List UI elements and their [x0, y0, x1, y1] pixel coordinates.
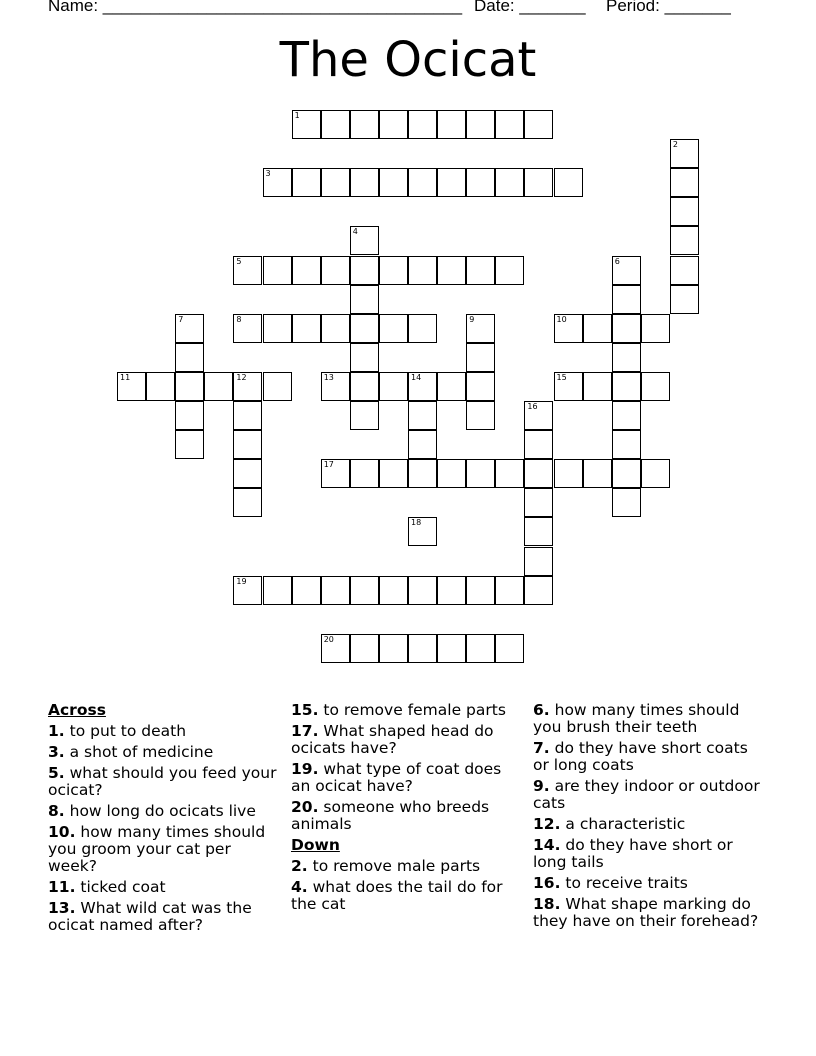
grid-cell[interactable] — [408, 314, 437, 343]
clue-text: how many times should you brush their teeth — [533, 701, 740, 736]
grid-cell[interactable] — [350, 576, 379, 605]
grid-cell[interactable] — [670, 139, 699, 168]
grid-cell[interactable] — [379, 459, 408, 488]
clue-number: 7. — [533, 739, 550, 757]
grid-cell[interactable] — [583, 372, 612, 401]
clue-number-label: 9 — [469, 314, 475, 324]
grid-cell[interactable] — [146, 372, 175, 401]
grid-cell[interactable] — [350, 226, 379, 255]
clue-number: 11. — [48, 878, 76, 896]
clue-item — [533, 875, 765, 892]
grid-cell[interactable] — [292, 110, 321, 139]
grid-cell[interactable] — [554, 372, 583, 401]
clue-number-label: 10 — [556, 314, 567, 324]
clue-item — [48, 765, 280, 799]
clue-number-label: 1 — [294, 111, 300, 120]
grid-cell[interactable] — [408, 168, 437, 197]
clue-number-label: 5 — [236, 256, 242, 266]
clue-number: 18. — [533, 895, 561, 913]
grid-cell[interactable] — [263, 576, 292, 605]
clue-text: to put to death — [64, 722, 187, 740]
clue-number: 20. — [291, 798, 319, 816]
grid-cell[interactable] — [466, 372, 495, 401]
clue-number-label: 6 — [614, 256, 620, 266]
grid-cell[interactable] — [175, 401, 204, 430]
grid-cell[interactable] — [524, 168, 553, 197]
grid-cell[interactable] — [321, 110, 350, 139]
clue-text: What shape marking do they have on their forehead? — [533, 895, 759, 930]
clue-number-label: 14 — [411, 372, 422, 382]
grid-cell[interactable] — [583, 459, 612, 488]
grid-cell[interactable] — [437, 634, 466, 663]
grid-cell[interactable] — [408, 430, 437, 459]
grid-cell[interactable] — [321, 459, 350, 488]
clue-text: someone who breeds animals — [291, 798, 490, 833]
clue-item — [48, 744, 280, 761]
grid-cell[interactable] — [583, 314, 612, 343]
grid-cell[interactable] — [321, 256, 350, 285]
grid-cell[interactable] — [466, 634, 495, 663]
grid-cell[interactable] — [670, 168, 699, 197]
name-field-label[interactable]: Name: ______________________________________ — [48, 0, 463, 15]
clue-item — [291, 723, 523, 757]
clue-item — [533, 816, 765, 833]
clue-number: 12. — [533, 815, 561, 833]
grid-cell[interactable] — [612, 314, 641, 343]
grid-cell[interactable] — [350, 634, 379, 663]
clue-item — [533, 837, 765, 871]
clue-number-label: 18 — [411, 518, 422, 528]
grid-cell[interactable] — [641, 314, 670, 343]
clue-number: 2. — [291, 857, 308, 875]
clue-number-label: 19 — [236, 576, 247, 586]
grid-cell[interactable] — [379, 314, 408, 343]
grid-cell[interactable] — [554, 459, 583, 488]
grid-cell[interactable] — [321, 634, 350, 663]
clue-item — [48, 803, 280, 820]
grid-cell[interactable] — [408, 401, 437, 430]
clue-item — [291, 879, 523, 913]
grid-cell[interactable] — [408, 256, 437, 285]
grid-cell[interactable] — [350, 256, 379, 285]
clue-item — [533, 778, 765, 812]
grid-cell[interactable] — [466, 459, 495, 488]
grid-cell[interactable] — [612, 372, 641, 401]
clue-number: 10. — [48, 823, 76, 841]
clue-item — [291, 702, 523, 719]
grid-cell[interactable] — [321, 314, 350, 343]
grid-cell[interactable] — [466, 110, 495, 139]
grid-cell[interactable] — [350, 372, 379, 401]
grid-cell[interactable] — [495, 168, 524, 197]
grid-cell[interactable] — [379, 168, 408, 197]
grid-cell[interactable] — [233, 430, 262, 459]
clue-number: 4. — [291, 878, 308, 896]
grid-cell[interactable] — [495, 110, 524, 139]
period-field-label[interactable]: Period: _______ — [606, 0, 731, 15]
clue-number: 14. — [533, 836, 561, 854]
clue-text: do they have short or long tails — [533, 836, 733, 871]
clue-item — [533, 740, 765, 774]
clue-text: a shot of medicine — [64, 743, 214, 761]
clue-number-label: 17 — [323, 460, 334, 470]
grid-cell[interactable] — [350, 401, 379, 430]
clue-number: 1. — [48, 722, 65, 740]
clue-text: what should you feed your ocicat? — [48, 764, 277, 799]
grid-cell[interactable] — [466, 168, 495, 197]
clue-number-label: 11 — [120, 372, 131, 382]
grid-cell[interactable] — [495, 576, 524, 605]
grid-cell[interactable] — [670, 256, 699, 285]
clue-text: are they indoor or outdoor cats — [533, 777, 760, 812]
clue-number-label: 4 — [352, 227, 358, 237]
grid-cell[interactable] — [321, 372, 350, 401]
grid-cell[interactable] — [379, 372, 408, 401]
grid-cell[interactable] — [612, 430, 641, 459]
grid-cell[interactable] — [524, 547, 553, 576]
grid-cell[interactable] — [670, 285, 699, 314]
grid-cell[interactable] — [466, 314, 495, 343]
grid-cell[interactable] — [408, 517, 437, 546]
clue-item — [48, 824, 280, 875]
grid-cell[interactable] — [292, 168, 321, 197]
grid-cell[interactable] — [233, 488, 262, 517]
clue-number: 9. — [533, 777, 550, 795]
grid-cell[interactable] — [350, 314, 379, 343]
puzzle-title: The Ocicat — [279, 32, 537, 88]
grid-cell[interactable] — [612, 256, 641, 285]
grid-cell[interactable] — [233, 256, 262, 285]
clue-number: 6. — [533, 701, 550, 719]
clue-number-label: 8 — [236, 314, 242, 324]
clue-number-label: 3 — [265, 169, 271, 179]
clue-text: to remove female parts — [318, 701, 506, 719]
grid-cell[interactable] — [263, 372, 292, 401]
grid-cell[interactable] — [408, 372, 437, 401]
grid-cell[interactable] — [263, 314, 292, 343]
grid-cell[interactable] — [233, 459, 262, 488]
clue-item — [533, 702, 765, 736]
grid-cell[interactable] — [612, 459, 641, 488]
grid-cell[interactable] — [350, 459, 379, 488]
clue-item — [48, 879, 280, 896]
grid-cell[interactable] — [670, 226, 699, 255]
grid-cell[interactable] — [437, 256, 466, 285]
grid-cell[interactable] — [263, 168, 292, 197]
grid-cell[interactable] — [175, 343, 204, 372]
grid-cell[interactable] — [233, 372, 262, 401]
grid-cell[interactable] — [233, 314, 262, 343]
date-field-label[interactable]: Date: _______ — [474, 0, 586, 15]
clue-column-1 — [48, 702, 280, 938]
grid-cell[interactable] — [524, 488, 553, 517]
clue-text: ticked coat — [75, 878, 166, 896]
clue-section-heading: Across — [48, 701, 106, 719]
clue-number: 16. — [533, 874, 561, 892]
clue-item — [291, 761, 523, 795]
clue-column-2 — [291, 702, 523, 917]
grid-cell[interactable] — [408, 110, 437, 139]
grid-cell[interactable] — [612, 488, 641, 517]
grid-cell[interactable] — [379, 576, 408, 605]
grid-cell[interactable] — [350, 285, 379, 314]
grid-cell[interactable] — [350, 343, 379, 372]
grid-cell[interactable] — [350, 110, 379, 139]
clue-column-3 — [533, 702, 765, 934]
grid-cell[interactable] — [321, 576, 350, 605]
grid-cell[interactable] — [524, 576, 553, 605]
clue-section-heading: Down — [291, 836, 340, 854]
grid-cell[interactable] — [612, 401, 641, 430]
grid-cell[interactable] — [466, 343, 495, 372]
grid-cell[interactable] — [495, 459, 524, 488]
grid-cell[interactable] — [524, 401, 553, 430]
grid-cell[interactable] — [292, 576, 321, 605]
grid-cell[interactable] — [641, 459, 670, 488]
grid-cell[interactable] — [379, 256, 408, 285]
clue-item — [291, 858, 523, 875]
clue-text: a characteristic — [560, 815, 686, 833]
grid-cell[interactable] — [554, 168, 583, 197]
grid-cell[interactable] — [117, 372, 146, 401]
grid-cell[interactable] — [466, 256, 495, 285]
grid-cell[interactable] — [437, 372, 466, 401]
clue-item — [533, 896, 765, 930]
grid-cell[interactable] — [437, 576, 466, 605]
grid-cell[interactable] — [379, 634, 408, 663]
clue-text: to remove male parts — [307, 857, 481, 875]
clue-number: 13. — [48, 899, 76, 917]
clue-item — [48, 723, 280, 740]
clue-number-label: 15 — [556, 372, 567, 382]
grid-cell[interactable] — [495, 256, 524, 285]
grid-cell[interactable] — [524, 459, 553, 488]
grid-cell[interactable] — [466, 401, 495, 430]
clue-number: 19. — [291, 760, 319, 778]
clue-number: 5. — [48, 764, 65, 782]
clue-number-label: 20 — [323, 634, 334, 644]
grid-cell[interactable] — [495, 634, 524, 663]
grid-cell[interactable] — [437, 459, 466, 488]
grid-cell[interactable] — [379, 110, 408, 139]
grid-cell[interactable] — [408, 634, 437, 663]
grid-cell[interactable] — [524, 430, 553, 459]
grid-cell[interactable] — [321, 168, 350, 197]
clue-item — [48, 900, 280, 934]
grid-cell[interactable] — [670, 197, 699, 226]
grid-cell[interactable] — [524, 517, 553, 546]
clue-text: What wild cat was the ocicat named after? — [48, 899, 252, 934]
grid-cell[interactable] — [292, 314, 321, 343]
grid-cell[interactable] — [204, 372, 233, 401]
grid-cell[interactable] — [263, 256, 292, 285]
clue-number-label: 16 — [527, 402, 538, 411]
grid-cell[interactable] — [466, 576, 495, 605]
clue-number: 3. — [48, 743, 65, 761]
clue-text: what type of coat does an ocicat have? — [291, 760, 502, 795]
grid-cell[interactable] — [554, 314, 583, 343]
clue-number-label: 12 — [236, 372, 247, 382]
grid-cell[interactable] — [408, 459, 437, 488]
grid-cell[interactable] — [350, 168, 379, 197]
clue-text: do they have short coats or long coats — [533, 739, 748, 774]
grid-cell[interactable] — [437, 110, 466, 139]
clue-number-label: 7 — [178, 314, 184, 324]
clue-text: how long do ocicats live — [64, 802, 256, 820]
grid-cell[interactable] — [524, 110, 553, 139]
grid-cell[interactable] — [292, 256, 321, 285]
grid-cell[interactable] — [641, 372, 670, 401]
grid-cell[interactable] — [612, 343, 641, 372]
clue-text: what does the tail do for the cat — [291, 878, 503, 913]
clue-text: how many times should you groom your cat per week? — [48, 823, 266, 875]
clue-number: 15. — [291, 701, 319, 719]
grid-cell[interactable] — [408, 576, 437, 605]
clue-number: 17. — [291, 722, 319, 740]
clue-number-label: 13 — [323, 372, 334, 382]
grid-cell[interactable] — [175, 314, 204, 343]
grid-cell[interactable] — [175, 372, 204, 401]
clue-item — [291, 799, 523, 833]
clue-text: What shaped head do ocicats have? — [291, 722, 494, 757]
clue-number: 8. — [48, 802, 65, 820]
grid-cell[interactable] — [612, 285, 641, 314]
clue-text: to receive traits — [560, 874, 688, 892]
clue-number-label: 2 — [672, 140, 678, 150]
grid-cell[interactable] — [233, 576, 262, 605]
grid-cell[interactable] — [233, 401, 262, 430]
grid-cell[interactable] — [175, 430, 204, 459]
grid-cell[interactable] — [437, 168, 466, 197]
